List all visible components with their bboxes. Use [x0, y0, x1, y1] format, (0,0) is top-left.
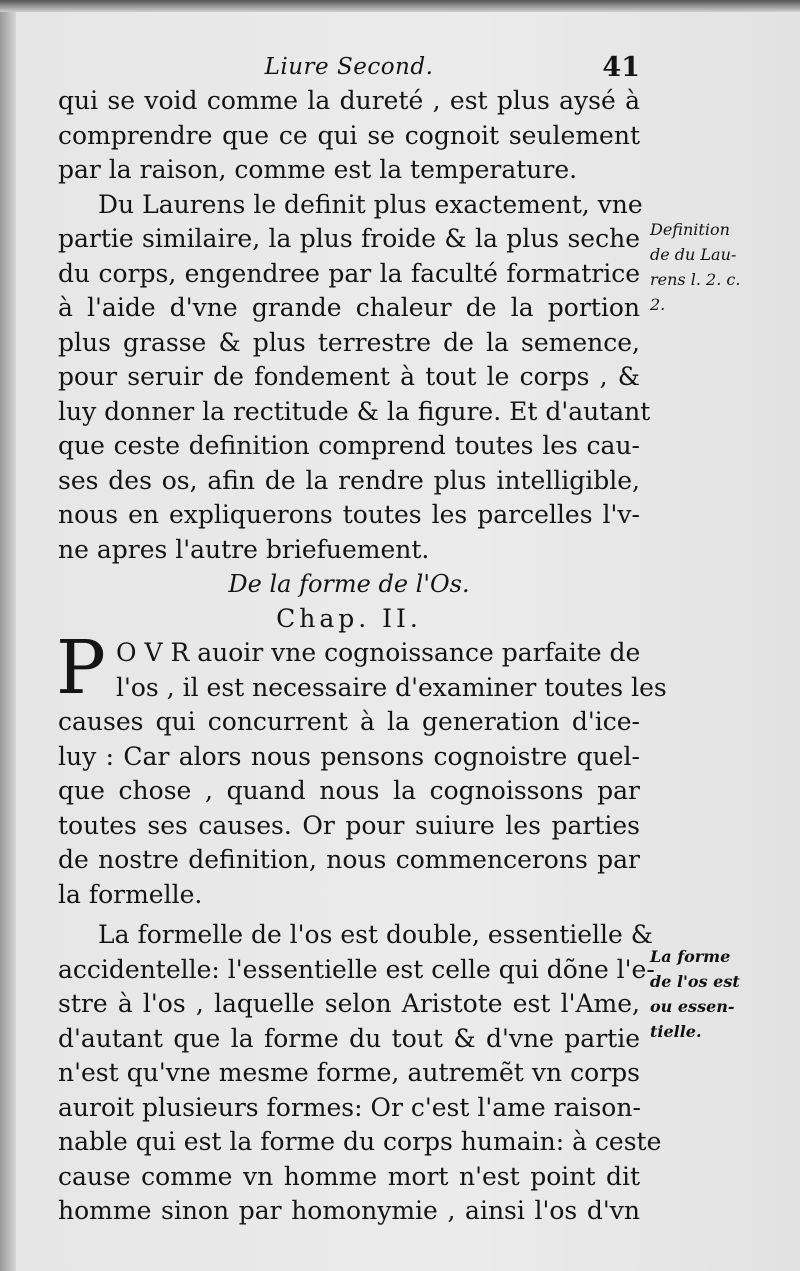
- margin-note-line: 2.: [650, 295, 666, 314]
- text-line: nable qui est la forme du corps humain: à ceste: [58, 1127, 662, 1156]
- text-line: cause comme vn homme mort n'est point dit: [58, 1161, 640, 1191]
- text-line: ses des os, afin de la rendre plus intelligible,: [58, 465, 640, 495]
- text-line: d'autant que la forme du tout & d'vne partie: [58, 1023, 640, 1053]
- text-line: n'est qu'vne mesme forme, autremẽt vn corps: [58, 1058, 640, 1087]
- text-line: plus grasse & plus terrestre de la semence,: [58, 327, 640, 357]
- chapter-heading: Chap. II.: [276, 603, 422, 633]
- text-line: accidentelle: l'essentielle est celle qui dõne l'e-: [58, 954, 655, 984]
- text-line: ne apres l'autre briefuement.: [58, 534, 430, 564]
- text-line: qui se void comme la dureté , est plus aysé à: [58, 86, 640, 115]
- running-title: Liure Second.: [264, 54, 434, 80]
- page-number: 41: [602, 52, 640, 83]
- text-line: toutes ses causes. Or pour suiure les parties: [58, 810, 640, 840]
- text-line: par la raison, comme est la temperature.: [58, 155, 578, 184]
- text-line: O V R auoir vne cognoissance parfaite de: [116, 638, 641, 667]
- text-line: auroit plusieurs formes: Or c'est l'ame raison-: [58, 1092, 641, 1122]
- text-line: La formelle de l'os est double, essentielle &: [98, 920, 654, 949]
- body-text: [56, 84, 667, 1229]
- text-line: partie similaire, la plus froide & la plus seche: [58, 224, 640, 253]
- drop-cap-letter: P: [56, 625, 106, 711]
- text-line: Du Laurens le definit plus exactement, vne: [98, 189, 643, 219]
- text-line: luy donner la rectitude & la figure. Et d'autant: [58, 396, 651, 426]
- text-line: l'os , il est necessaire d'examiner toutes les: [116, 672, 667, 702]
- text-line: que chose , quand nous la cognoissons par: [58, 776, 640, 805]
- text-line: de nostre definition, nous commencerons par: [58, 845, 640, 874]
- margin-note-line: de l'os est: [650, 972, 740, 991]
- text-line: pour seruir de fondement à tout le corps , &: [58, 362, 640, 391]
- margin-note-definition: [650, 217, 760, 317]
- text-line: nous en expliquerons toutes les parcelles l'v-: [58, 500, 640, 529]
- text-line: à l'aide d'vne grande chaleur de la portion: [58, 293, 640, 322]
- margin-note-line: La forme: [650, 947, 731, 966]
- text-line: la formelle.: [58, 879, 203, 909]
- text-line: causes qui concurrent à la generation d'ice-: [58, 707, 640, 736]
- text-line: stre à l'os , laquelle selon Aristote est l'Ame,: [58, 989, 640, 1018]
- text-line: que ceste definition comprend toutes les cau-: [58, 431, 640, 460]
- drop-cap-block: [56, 625, 667, 711]
- text-line: luy : Car alors nous pensons cognoistre quel-: [58, 741, 640, 771]
- text-line: homme sinon par homonymie , ainsi l'os d'vn: [58, 1196, 640, 1225]
- margin-note-forme: [650, 944, 760, 1044]
- page-top-edge: [0, 0, 800, 12]
- margin-note-line: ou essen-: [650, 997, 735, 1016]
- page-gutter-shadow: [0, 0, 16, 1271]
- margin-note-line: Definition: [650, 220, 730, 239]
- margin-note-line: tielle.: [650, 1022, 702, 1041]
- text-line: du corps, engendree par la faculté formatrice: [58, 258, 640, 288]
- text-line: comprendre que ce qui se cognoit seulement: [58, 120, 640, 150]
- margin-note-line: rens l. 2. c.: [650, 270, 741, 289]
- margin-note-line: de du Lau-: [650, 245, 737, 264]
- section-title: De la forme de l'Os.: [228, 570, 470, 598]
